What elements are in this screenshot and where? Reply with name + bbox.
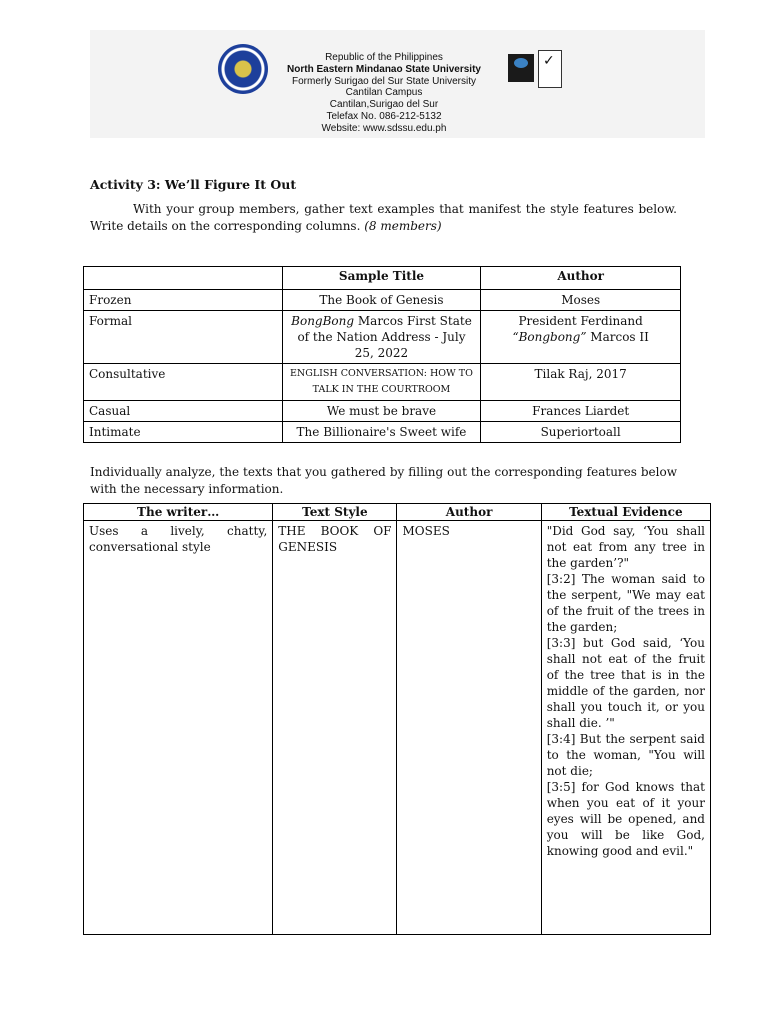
table-header-row bbox=[84, 267, 681, 290]
university-seal-icon bbox=[218, 44, 268, 94]
title-cell: The Billionaire's Sweet wife bbox=[282, 422, 481, 443]
header-cell: Textual Evidence bbox=[541, 504, 710, 521]
header-cell: Text Style bbox=[273, 504, 397, 521]
header-cell: Author bbox=[397, 504, 541, 521]
writer-cell: Uses a lively, chatty, conversational style bbox=[84, 521, 273, 935]
table-row bbox=[84, 311, 681, 364]
table-row bbox=[84, 290, 681, 311]
author-cell: Frances Liardet bbox=[481, 401, 681, 422]
evidence-line: [3:5] for God knows that when you eat of it your eyes will be opened, and you will be like God, knowing good and evil." bbox=[546, 780, 705, 858]
author-part: President Ferdinand bbox=[518, 314, 643, 328]
style-cell: Formal bbox=[84, 311, 283, 364]
table-row bbox=[84, 401, 681, 422]
analysis-table bbox=[83, 503, 711, 935]
evidence-line: [3:3] but God said, ‘You shall not eat of the fruit of the tree that is in the middle of the garden, nor shall you touch it, or you shall die. ’" bbox=[546, 636, 705, 730]
ukas-certification-icon bbox=[538, 50, 562, 88]
activity-title: Activity 3: We’ll Figure It Out bbox=[90, 177, 297, 192]
author-cell bbox=[481, 311, 681, 364]
activity-instruction bbox=[90, 201, 677, 235]
author-cell: Tilak Raj, 2017 bbox=[481, 364, 681, 401]
author-cell: Superiortoall bbox=[481, 422, 681, 443]
former-name: Formerly Surigao del Sur State University bbox=[292, 75, 476, 87]
author-part: Marcos II bbox=[586, 330, 649, 344]
style-examples-table bbox=[83, 266, 681, 443]
table-header-row bbox=[84, 504, 711, 521]
letterhead-text bbox=[268, 52, 500, 135]
textual-evidence-cell bbox=[541, 521, 710, 935]
title-cell bbox=[282, 311, 481, 364]
title-italic: BongBong bbox=[291, 314, 355, 328]
telefax: Telefax No. 086-212-5132 bbox=[326, 110, 442, 122]
iso-certification-icon bbox=[508, 54, 534, 82]
website: Website: www.sdssu.edu.ph bbox=[321, 122, 447, 134]
evidence-line: "Did God say, ‘You shall not eat from any tree in the garden’?" bbox=[546, 524, 705, 570]
university-name: North Eastern Mindanao State University bbox=[287, 63, 481, 75]
title-cell: The Book of Genesis bbox=[282, 290, 481, 311]
table-row bbox=[84, 364, 681, 401]
text-style-cell: THE BOOK OF GENESIS bbox=[273, 521, 397, 935]
header-cell: Sample Title bbox=[282, 267, 481, 290]
evidence-line: [3:2] The woman said to the serpent, "We may eat of the fruit of the trees in the garden; bbox=[546, 572, 705, 634]
instruction-text: With your group members, gather text examples that manifest the style features below. Write details on the corresponding columns. bbox=[90, 202, 677, 233]
style-cell: Frozen bbox=[84, 290, 283, 311]
header-cell bbox=[84, 267, 283, 290]
author-italic: “Bongbong” bbox=[512, 330, 587, 344]
header-cell: Author bbox=[481, 267, 681, 290]
members-note: (8 members) bbox=[364, 219, 442, 233]
title-cell: We must be brave bbox=[282, 401, 481, 422]
style-cell: Casual bbox=[84, 401, 283, 422]
title-rest: Marcos First State of the Nation Address - July 25, 2022 bbox=[297, 314, 472, 360]
address: Cantilan,Surigao del Sur bbox=[329, 99, 439, 111]
title-cell: ENGLISH CONVERSATION: HOW TO TALK IN THE COURTROOM bbox=[282, 364, 481, 401]
table-row bbox=[84, 521, 711, 935]
analysis-instruction: Individually analyze, the texts that you gathered by filling out the corresponding features below with the necessary information. bbox=[90, 465, 677, 496]
republic-line: Republic of the Philippines bbox=[325, 52, 443, 63]
header-cell: The writer… bbox=[84, 504, 273, 521]
style-cell: Intimate bbox=[84, 422, 283, 443]
author-cell: MOSES bbox=[397, 521, 541, 935]
evidence-line: [3:4] But the serpent said to the woman, "You will not die; bbox=[546, 732, 705, 778]
style-cell: Consultative bbox=[84, 364, 283, 401]
table-row bbox=[84, 422, 681, 443]
author-cell: Moses bbox=[481, 290, 681, 311]
campus-name: Cantilan Campus bbox=[345, 87, 423, 99]
